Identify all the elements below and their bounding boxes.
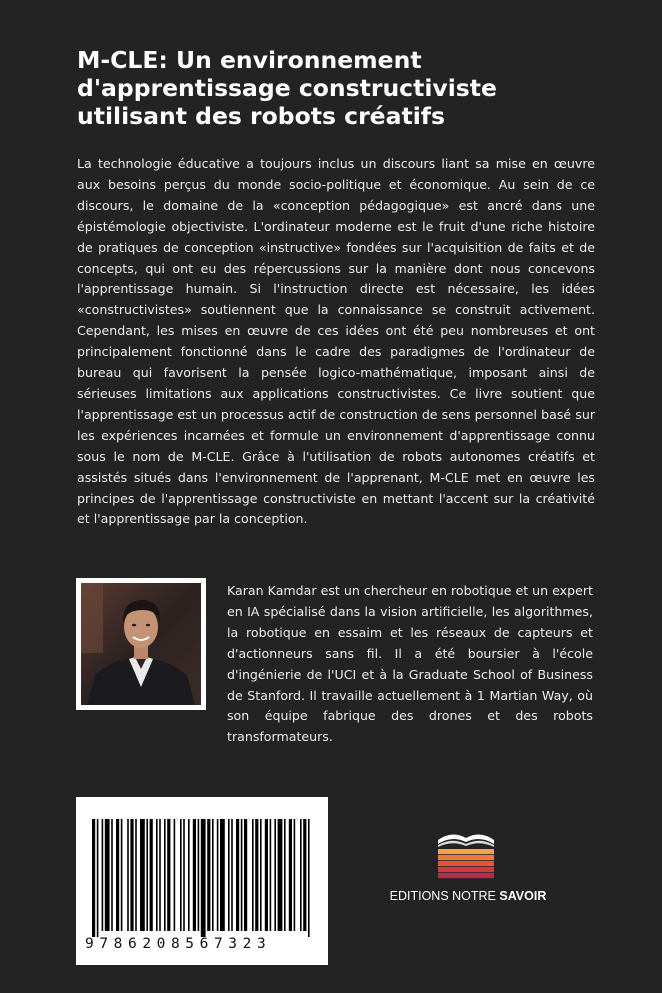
publisher-block [380,828,556,918]
barcode-bar [92,819,95,937]
publisher-book-logo-icon [432,828,500,880]
barcode-bar [241,819,243,931]
barcode-bar [294,819,296,931]
book-blurb: La technologie éducative a toujours inclus un discours liant sa mise en œuvre aux besoins perçus du monde socio-politique et économique. Au sein de ce discours, le domaine de la «conception pédagogique» est ancré dans une épistémologie objectiviste. L'ordinateur moderne est le fruit d'une riche histoire de pratiques de conception «instructive» fondées sur l'acquisition de faits et de concepts, qui ont eu des répercussions sur la manière dont nous concevons l'apprentissage humain. Si l'instruction directe est nécessaire, les idées «constructivistes» soutiennent que la connaissance se construit activement. Cependant, les mises en œuvre de ces idées ont été peu nombreuses et ont principalement fonctionné dans le cadre des paradigmes de l'ordinateur de bureau qui favorisent la pensée logico-mathématique, imposant ainsi de sérieuses limitations aux applications constructivistes. Ce livre soutient que l'apprentissage est un processus actif de construction de sens personnel basé sur les expériences incarnées et formule un environnement d'apprentissage connu sous le nom de M-CLE. Grâce à l'utilisation de robots autonomes créatifs et assistés situés dans l'environnement de l'apprenant, M-CLE met en œuvre les principes de l'apprentissage constructiviste en mettant l'accent sur la créativité et l'apprentissage par la conception. [77,156,595,527]
logo-band [438,849,494,854]
logo-band [438,867,494,872]
title-line: utilisant des robots créatifs [77,102,445,130]
barcode-bar [231,819,233,931]
barcode-bar [228,819,230,931]
barcode-bar [97,819,99,937]
barcode-bar [167,819,170,931]
author-portrait-image [81,583,201,705]
isbn-number: 9786208567323 [85,936,272,952]
author-bio: Karan Kamdar est un chercheur en robotique et un expert en IA spécialisé dans la vision artificielle, les algorithmes, la robotique en essaim et les réseaux de capteurs et d'actionneurs sans fil. Il a été boursier à l'école d'ingénierie de l'UCI et à la Graduate School of Business de Stanford. Il travaille actuellement à 1 Martian Way, où son équipe fabrique des drones et des robots transformateurs. [227,583,593,745]
barcode-bar [130,819,133,931]
barcode-bar [220,819,225,931]
barcode-bar [193,819,196,931]
logo-band [438,873,494,878]
barcode-bar [164,819,166,931]
barcode-bar [180,819,182,931]
barcode-bar [252,819,254,931]
barcode-bar [274,819,276,931]
publisher-name-light: EDITIONS NOTRE [389,889,496,903]
title-line: M-CLE: Un environnement [77,46,422,74]
logo-band [438,861,494,866]
title-line: d'apprentissage constructiviste [77,74,497,102]
logo-band [438,855,494,860]
barcode-bar [105,819,110,931]
book-title [77,46,637,130]
barcode-bar [135,819,137,931]
barcode-bar [236,819,239,931]
barcode-bar [156,819,158,931]
barcode-bar [201,819,206,937]
barcode-bar [150,819,153,931]
barcode-bar [265,819,268,931]
barcode-bar [102,819,104,931]
barcode-bar [111,819,113,931]
barcode-bar [198,819,200,931]
barcode-bar [146,819,148,931]
barcode-bar [284,819,286,931]
barcode-bar [303,819,306,931]
barcode-bar [140,819,145,931]
barcode-bar [278,819,283,931]
barcode-bar [116,819,119,931]
barcode-bar [270,819,272,931]
barcode-bar [207,819,210,931]
barcode-bar [127,819,129,931]
barcode-bar [217,819,219,931]
barcode-bar [255,819,258,931]
barcode-bar [244,819,247,931]
author-photo [76,578,206,710]
barcode-bar [159,819,161,931]
barcode-bar [174,819,176,931]
barcode-bar [121,819,123,931]
barcode-bar [183,819,185,931]
isbn-barcode [76,797,328,965]
barcode-bar [300,819,302,931]
barcode-bars [76,797,328,937]
barcode-bar [260,819,262,931]
publisher-name [380,889,556,903]
barcode-bar [289,819,292,931]
barcode-bar [188,819,190,931]
barcode-bar [212,819,214,931]
barcode-bar [308,819,310,937]
publisher-name-bold: SAVOIR [499,889,547,903]
